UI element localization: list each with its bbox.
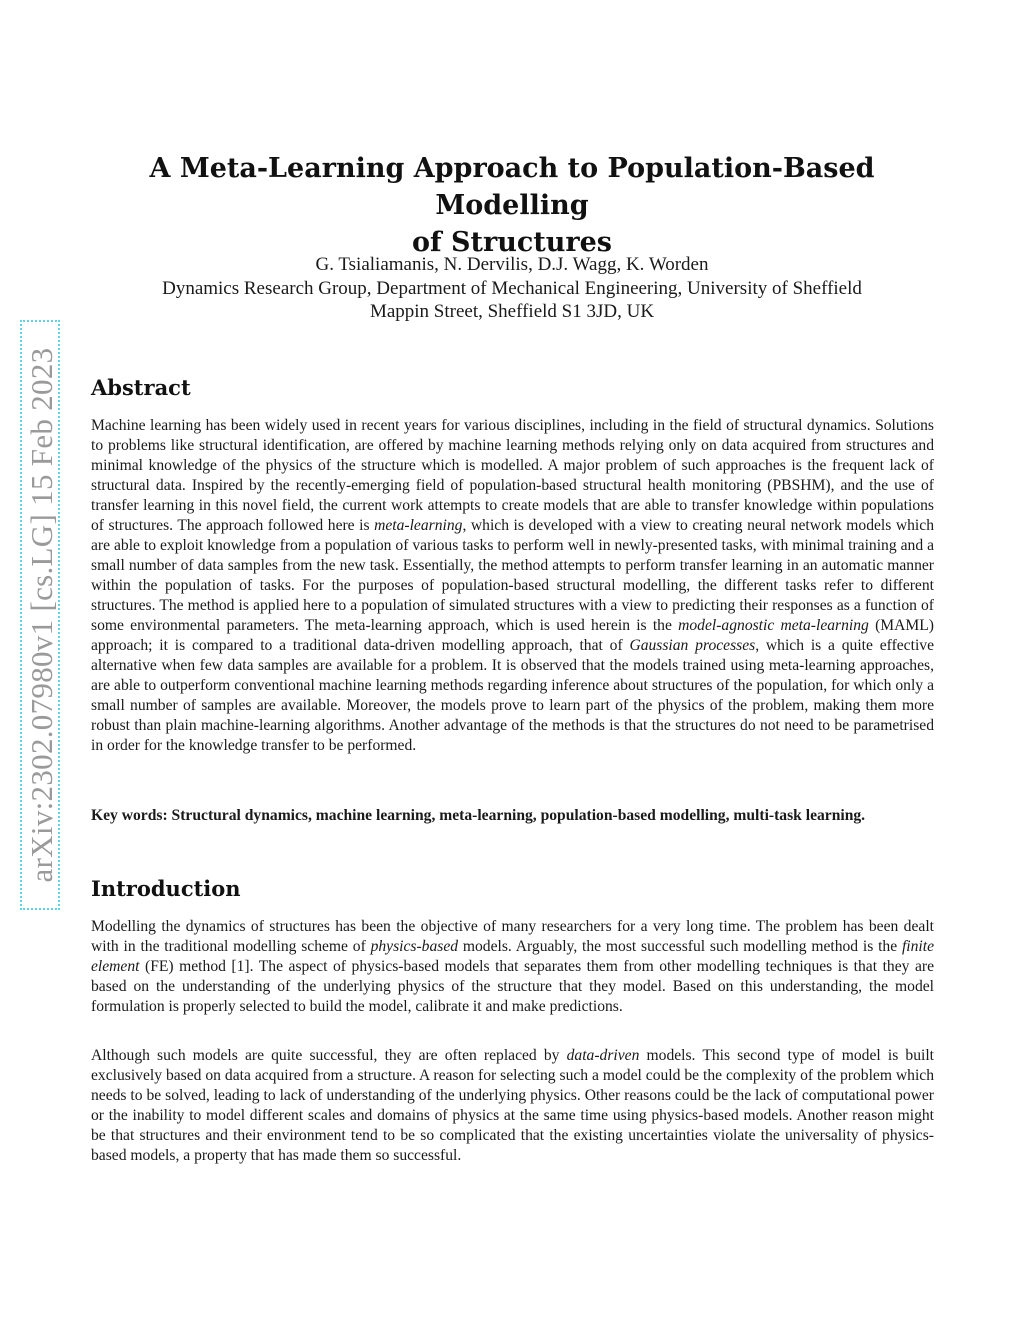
affiliation: Dynamics Research Group, Department of Mechanical Engineering, University of Sheffield (162, 278, 862, 299)
abstract-emphasis-maml: model-agnostic meta-learning (678, 617, 869, 634)
abstract-text-2: , which is developed with a view to creating neural network models which are able to exploit knowledge from a population of various tasks to perform well in newly-presented tasks, with minimal training and a small number of data samples from the new task. Essentially, the method attempts to perform transfer learning in an automatic manner within the population of tasks. For the purposes of population-based structural modelling, the different tasks refer to different structures. The method is applied here to a population of simulated structures with a view to predicting their responses as a function of some environmental parameters. The meta-learning approach, which is used herein is the (91, 517, 934, 634)
intro-p1-text-2: models. Arguably, the most successful such modelling method is the (458, 938, 902, 955)
introduction-heading: Introduction (91, 876, 241, 901)
keywords: Key words: Structural dynamics, machine learning, meta-learning, population-based modelling, multi-task learning. (91, 807, 866, 824)
introduction-paragraph-2 (91, 1046, 934, 1166)
authors: G. Tsialiamanis, N. Dervilis, D.J. Wagg, K. Worden (315, 254, 709, 275)
intro-p2-text-1: Although such models are quite successful, they are often replaced by (91, 1047, 567, 1064)
arxiv-identifier: arXiv:2302.07980v1 [cs.LG] 15 Feb 2023 (24, 347, 59, 883)
abstract-text-1: Machine learning has been widely used in recent years for various disciplines, including in the field of structural dynamics. Solutions to problems like structural identification, are offered by machine learning methods relying only on data acquired from structures and minimal knowledge of the physics of the structure which is modelled. A major problem of such approaches is the frequent lack of structural data. Inspired by the recently-emerging field of population-based structural health monitoring (PBSHM), and the use of transfer learning in this novel field, the current work attempts to create models that are able to transfer knowledge within populations of structures. The approach followed here is (91, 417, 934, 534)
abstract-emphasis-gaussian-processes: Gaussian processes (629, 637, 756, 654)
intro-p1-emphasis-physics-based: physics-based (370, 938, 459, 955)
abstract-text-4: , which is a quite effective alternative when few data samples are available for a problem. It is observed that the models trained using meta-learning approaches, are able to outperform conventional machine learning methods regarding inference about structures of the population, for which only a small number of samples are available. Moreover, the models prove to learn part of the physics of the problem, making them more robust than plain machine-learning algorithms. Another advantage of the methods is that the structures do not need to be parametrised in order for the knowledge transfer to be performed. (91, 637, 934, 754)
abstract-emphasis-meta-learning: meta-learning (374, 517, 463, 534)
intro-p1-text-1: Modelling the dynamics of structures has been the objective of many researchers for a very long time. The problem has been dealt with in the traditional modelling scheme of (91, 918, 934, 955)
intro-p2-emphasis-data-driven: data-driven (566, 1047, 640, 1064)
abstract-body (91, 416, 934, 756)
intro-p1-text-3: (FE) method [1]. The aspect of physics-based models that separates them from other modelling techniques is that they are based on the understanding of the underlying physics of the structure that they model. Based on this understanding, the model formulation is properly selected to build the model, calibrate it and make predictions. (91, 958, 934, 1015)
intro-p2-text-2: models. This second type of model is built exclusively based on data acquired from a structure. A reason for selecting such a model could be the complexity of the problem which needs to be solved, leading to lack of understanding of the underlying physics. Other reasons could be the lack of computational power or the inability to model different scales and domains of physics at the same time using physics-based models. Another reason might be that structures and their environment tend to be so complicated that the existing uncertainties violate the universality of physics-based models, a property that has made them so successful. (91, 1047, 934, 1164)
address: Mappin Street, Sheffield S1 3JD, UK (369, 301, 655, 322)
paper-title-line-1: A Meta-Learning Approach to Population-Based Modelling (149, 153, 875, 221)
intro-p1-emphasis-finite-element: finite element (91, 938, 935, 975)
introduction-paragraph-1 (91, 917, 934, 1017)
paper-title (70, 150, 954, 261)
abstract-text-3: (MAML) approach; it is compared to a traditional data-driven modelling approach, that of (91, 617, 934, 654)
abstract-heading: Abstract (91, 375, 191, 400)
paper-title-line-2: of Structures (412, 227, 612, 258)
